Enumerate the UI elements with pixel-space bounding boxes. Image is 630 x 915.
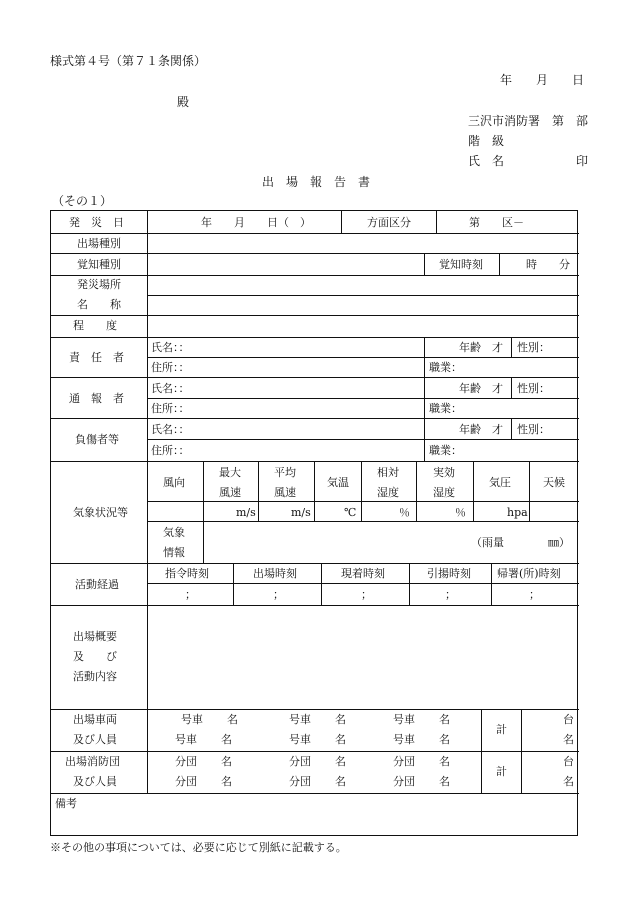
unit-temperature: ℃: [344, 506, 357, 519]
unit-relative-humidity: ％: [399, 506, 410, 519]
weather-max-wind: 最大: [219, 466, 241, 479]
label-injured-persons: 負傷者等: [75, 433, 119, 446]
document-subtitle: （その１）: [52, 194, 113, 208]
label-occurrence-date: 発 災 日: [69, 216, 124, 229]
corps-division-unit: 分団: [175, 755, 197, 768]
unit-avg-wind: m/s: [291, 506, 311, 519]
weather-pressure: 気圧: [489, 476, 511, 489]
activity-time-colon: ；: [529, 588, 540, 601]
person-name-field: 氏名：：: [151, 382, 190, 395]
label-reporter: 通 報 者: [69, 392, 124, 405]
label-location: 発災場所: [77, 278, 121, 291]
label-and: 及 び: [73, 650, 117, 663]
corps-persons-unit: 名: [221, 775, 232, 788]
label-awareness-time: 覚知時刻: [439, 258, 483, 271]
weather-max-wind: 風速: [219, 486, 241, 499]
corps-total-unit: 台: [563, 755, 574, 768]
weather-relative-humidity: 湿度: [377, 486, 399, 499]
person-address-field: 住所：：: [151, 444, 190, 457]
date-line: 年 月 日: [500, 73, 585, 87]
label-remarks: 備考: [55, 797, 77, 810]
corps-division-unit: 分団: [289, 775, 311, 788]
vehicle-total-persons-unit: 名: [563, 733, 574, 746]
vehicle-persons-unit: 名: [335, 713, 346, 726]
person-name-field: 氏名：：: [151, 341, 190, 354]
name-seal-line: 氏 名 印: [468, 154, 589, 168]
weather-sky: 天候: [543, 476, 565, 489]
corps-division-unit: 分団: [393, 755, 415, 768]
weather-temperature: 気温: [327, 476, 349, 489]
label-degree: 程 度: [73, 319, 117, 332]
person-job-field: 職業：: [429, 444, 462, 457]
person-age-field: 年齢 才: [459, 341, 503, 354]
area-division-value: 第 区－: [469, 216, 524, 229]
vehicle-persons-unit: 名: [439, 713, 450, 726]
person-sex-field: 性別：: [517, 341, 550, 354]
activity-header-return: 帰署(所)時刻: [497, 567, 561, 580]
activity-header-command: 指令時刻: [165, 567, 209, 580]
label-and-personnel: 及び人員: [73, 733, 117, 746]
corps-division-unit: 分団: [175, 775, 197, 788]
unit-max-wind: m/s: [236, 506, 256, 519]
weather-wind-direction: 風向: [163, 476, 185, 489]
person-age-field: 年齢 才: [459, 382, 503, 395]
label-awareness-type: 覚知種別: [77, 258, 121, 271]
label-location-name: 名 称: [77, 298, 121, 311]
corps-persons-unit: 名: [439, 755, 450, 768]
person-job-field: 職業：: [429, 402, 462, 415]
label-activity-content: 活動内容: [73, 670, 117, 683]
dept-line: 三沢市消防署 第 部: [468, 114, 589, 128]
weather-relative-humidity: 相対: [377, 466, 399, 479]
unit-effective-humidity: ％: [455, 506, 466, 519]
activity-time-colon: ；: [185, 588, 196, 601]
rainfall-field: （雨量 ㎜）: [471, 536, 570, 549]
activity-header-dispatch: 出場時刻: [253, 567, 297, 580]
label-dispatch-summary: 出場概要: [73, 630, 117, 643]
weather-avg-wind: 平均: [274, 466, 296, 479]
vehicle-persons-unit: 名: [439, 733, 450, 746]
weather-avg-wind: 風速: [274, 486, 296, 499]
document-title: 出 場 報 告 書: [262, 175, 371, 189]
label-area-division: 方面区分: [367, 216, 411, 229]
person-job-field: 職業：: [429, 361, 462, 374]
corps-persons-unit: 名: [335, 755, 346, 768]
label-dispatch-vehicles: 出場車両: [73, 713, 117, 726]
corps-total-persons-unit: 名: [563, 775, 574, 788]
activity-time-colon: ；: [361, 588, 372, 601]
vehicle-number-unit: 号車: [393, 733, 415, 746]
corps-division-unit: 分団: [289, 755, 311, 768]
activity-header-arrival: 現着時刻: [341, 567, 385, 580]
weather-effective-humidity: 実効: [433, 466, 455, 479]
vehicle-total-label: 計: [496, 723, 507, 736]
label-responsible-person: 責 任 者: [69, 351, 124, 364]
activity-time-colon: ；: [273, 588, 284, 601]
label-weather-info: 情報: [163, 546, 185, 559]
addressee: 殿: [177, 95, 190, 109]
person-sex-field: 性別：: [517, 382, 550, 395]
activity-header-withdraw: 引揚時刻: [427, 567, 471, 580]
vehicle-persons-unit: 名: [227, 713, 238, 726]
rank-line: 階 級: [468, 134, 505, 148]
vehicle-persons-unit: 名: [221, 733, 232, 746]
form-number: 様式第４号（第７１条関係）: [50, 54, 207, 68]
corps-persons-unit: 名: [221, 755, 232, 768]
vehicle-number-unit: 号車: [175, 733, 197, 746]
vehicle-persons-unit: 名: [335, 733, 346, 746]
occurrence-date-value: 年 月 日（ ）: [201, 216, 311, 229]
footnote: ※その他の事項については、必要に応じて別紙に記載する。: [50, 841, 347, 854]
vehicle-number-unit: 号車: [289, 733, 311, 746]
weather-effective-humidity: 湿度: [433, 486, 455, 499]
label-dispatch-fire-corps: 出場消防団: [65, 755, 120, 768]
label-weather-info: 気象: [163, 526, 185, 539]
corps-total-label: 計: [496, 765, 507, 778]
label-dispatch-type: 出場種別: [77, 237, 121, 250]
person-age-field: 年齢 才: [459, 423, 503, 436]
person-address-field: 住所：：: [151, 361, 190, 374]
awareness-time-value: 時 分: [526, 258, 570, 271]
vehicle-total-unit: 台: [563, 713, 574, 726]
vehicle-number-unit: 号車: [289, 713, 311, 726]
vehicle-number-unit: 号車: [181, 713, 203, 726]
person-address-field: 住所：：: [151, 402, 190, 415]
label-weather-conditions: 気象状況等: [73, 506, 128, 519]
unit-pressure: hpa: [507, 506, 528, 519]
corps-persons-unit: 名: [439, 775, 450, 788]
activity-time-colon: ；: [445, 588, 456, 601]
corps-persons-unit: 名: [335, 775, 346, 788]
label-and-personnel: 及び人員: [73, 775, 117, 788]
label-activity-progress: 活動経過: [75, 578, 119, 591]
vehicle-number-unit: 号車: [393, 713, 415, 726]
person-sex-field: 性別：: [517, 423, 550, 436]
report-form: [50, 210, 578, 836]
person-name-field: 氏名：：: [151, 423, 190, 436]
corps-division-unit: 分団: [393, 775, 415, 788]
